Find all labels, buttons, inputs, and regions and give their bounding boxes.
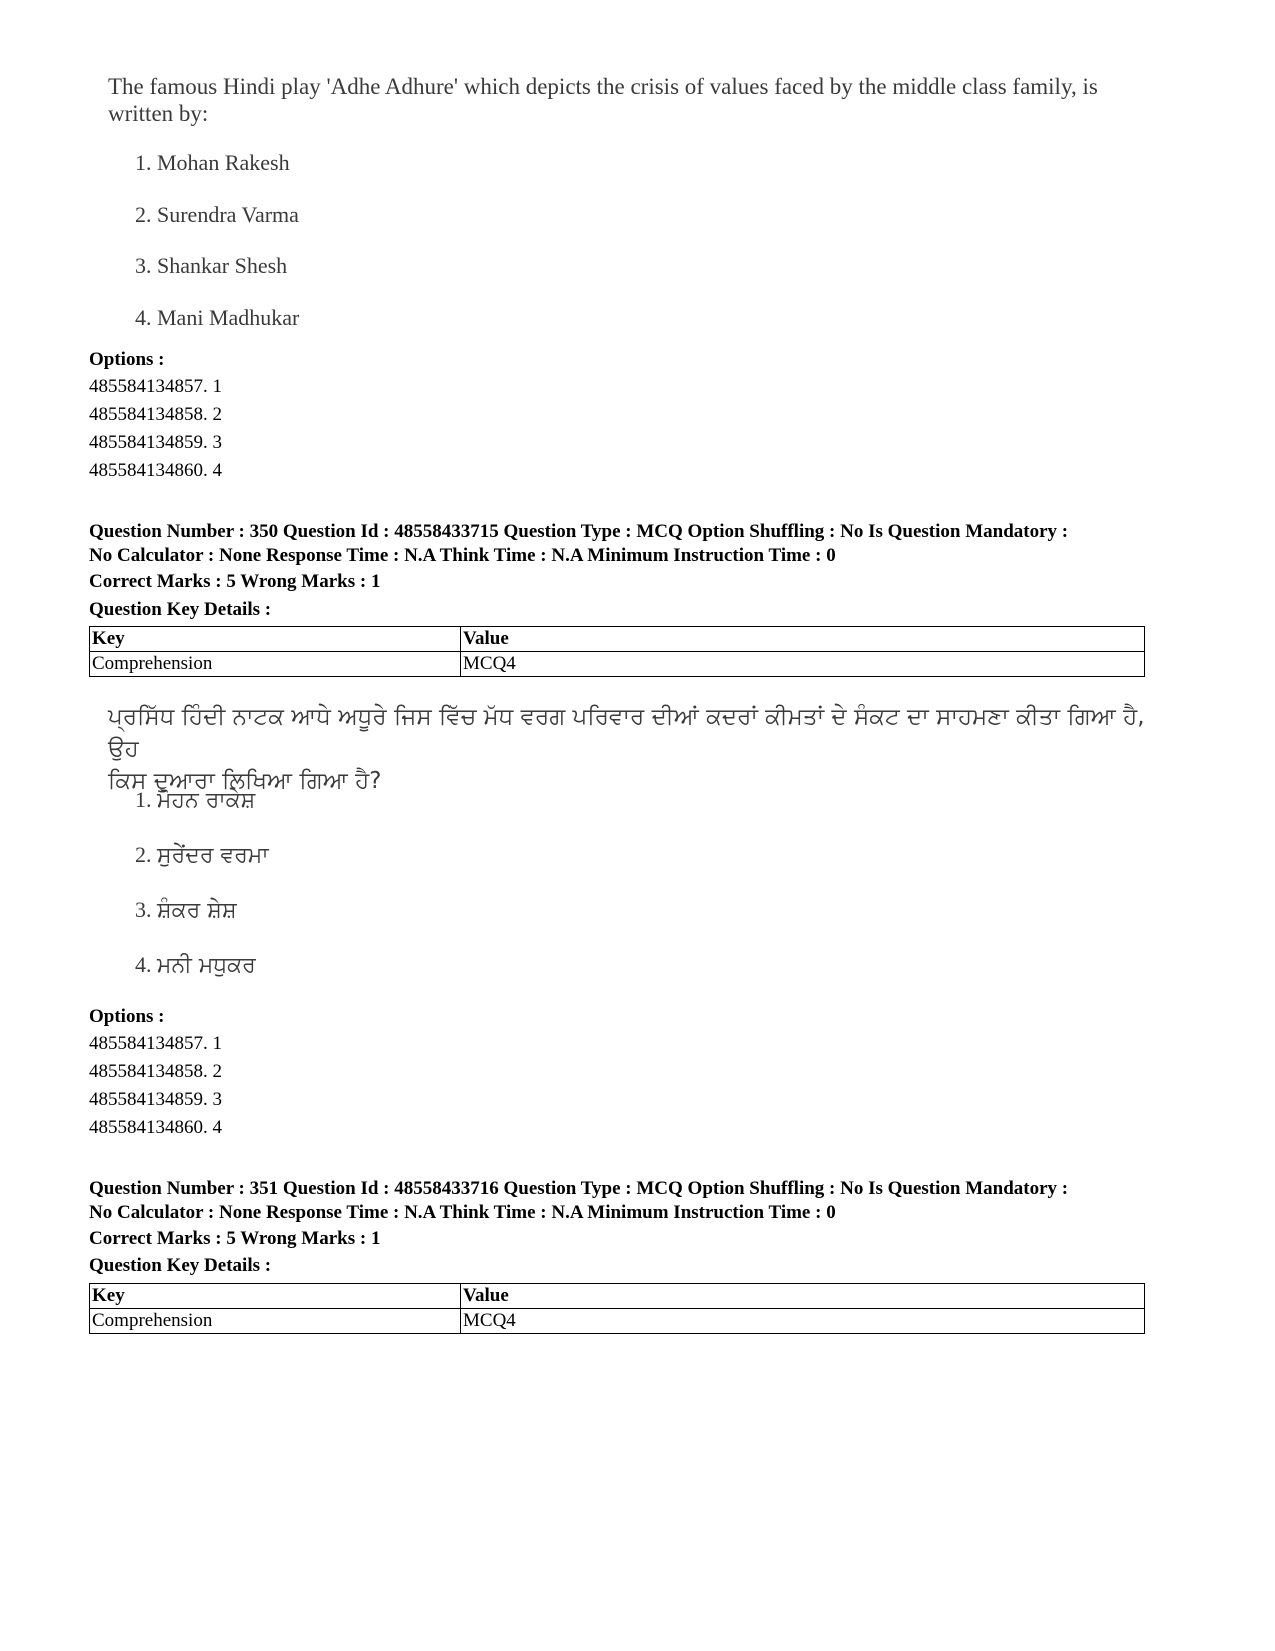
question-text-punjabi: [108, 701, 1168, 797]
key-details-table-351: [89, 1283, 1145, 1334]
choice-text: ਮੋਹਨ ਰਾਕੇਸ਼: [157, 788, 256, 813]
table-header-key: Key: [90, 627, 461, 652]
question-line-1: The famous Hindi play 'Adhe Adhure' which depicts the crisis of values faced by the middle class family, is: [108, 74, 1098, 99]
option-item: 485584134859. 3: [89, 432, 222, 453]
option-item: 485584134858. 2: [89, 1061, 222, 1082]
key-details-table-350: [89, 626, 1145, 677]
marks-351: Correct Marks : 5 Wrong Marks : 1: [89, 1228, 381, 1249]
question-meta-350: [89, 520, 1189, 567]
choice-2: [135, 842, 269, 868]
question-line-2: written by:: [108, 101, 209, 126]
option-item: 485584134860. 4: [89, 1117, 222, 1138]
table-cell-value: MCQ4: [461, 652, 1145, 677]
choice-number: 2.: [135, 842, 152, 867]
choice-3: 3. Shankar Shesh: [135, 253, 288, 278]
choice-text: ਮਨੀ ਮਧੁਕਰ: [157, 953, 256, 978]
choice-text: ਸ਼ੰਕਰ ਸ਼ੇਸ਼: [157, 898, 237, 923]
choice-number: 1.: [135, 787, 152, 812]
option-item: 485584134857. 1: [89, 1033, 222, 1054]
question-meta-351: [89, 1177, 1189, 1224]
question-line-2: ਕਿਸ ਦੁਆਰਾ ਲਿਖਿਆ ਗਿਆ ਹੈ?: [108, 768, 382, 794]
key-details-label-351: Question Key Details :: [89, 1255, 272, 1276]
meta-line-2: No Calculator : None Response Time : N.A Think Time : N.A Minimum Instruction Time : 0: [89, 1201, 836, 1223]
table-header-value: Value: [461, 1284, 1145, 1309]
option-item: 485584134859. 3: [89, 1089, 222, 1110]
key-details-label-350: Question Key Details :: [89, 599, 272, 620]
meta-line-1: Question Number : 350 Question Id : 48558433715 Question Type : MCQ Option Shuffling : No Is Question Mandatory :: [89, 521, 1069, 542]
choice-2: 2. Surendra Varma: [135, 202, 299, 227]
table-cell-key: Comprehension: [90, 652, 461, 677]
option-item: 485584134860. 4: [89, 460, 222, 481]
choice-1: [135, 787, 255, 813]
option-item: 485584134858. 2: [89, 404, 222, 425]
choice-text: ਸੁਰੇਂਦਰ ਵਰਮਾ: [157, 843, 269, 868]
choice-3: [135, 897, 237, 923]
choice-4: [135, 952, 256, 978]
options-list: [89, 373, 222, 485]
question-text-english: [108, 73, 1168, 127]
options-label: Options :: [89, 1006, 165, 1027]
choice-number: 4.: [135, 952, 152, 977]
choice-number: 3.: [135, 897, 152, 922]
options-list: [89, 1030, 222, 1142]
meta-line-1: Question Number : 351 Question Id : 48558433716 Question Type : MCQ Option Shuffling : No Is Question Mandatory :: [89, 1178, 1069, 1199]
table-cell-key: Comprehension: [90, 1309, 461, 1334]
meta-line-2: No Calculator : None Response Time : N.A Think Time : N.A Minimum Instruction Time : 0: [89, 544, 836, 566]
options-label: Options :: [89, 349, 165, 370]
question-line-1: ਪ੍ਰਸਿੱਧ ਹਿੰਦੀ ਨਾਟਕ ਆਧੇ ਅਧੂਰੇ ਜਿਸ ਵਿੱਚ ਮੱਧ ਵਰਗ ਪਰਿਵਾਰ ਦੀਆਂ ਕਦਰਾਂ ਕੀਮਤਾਂ ਦੇ ਸੰਕਟ ਦਾ ਸਾਹਮਣਾ ਕੀਤਾ ਗਿਆ ਹੈ, ਉਹ: [108, 704, 1145, 762]
choice-1: 1. Mohan Rakesh: [135, 150, 290, 175]
table-header-key: Key: [90, 1284, 461, 1309]
table-cell-value: MCQ4: [461, 1309, 1145, 1334]
table-header-value: Value: [461, 627, 1145, 652]
option-item: 485584134857. 1: [89, 376, 222, 397]
marks-350: Correct Marks : 5 Wrong Marks : 1: [89, 571, 381, 592]
choice-4: 4. Mani Madhukar: [135, 305, 300, 330]
